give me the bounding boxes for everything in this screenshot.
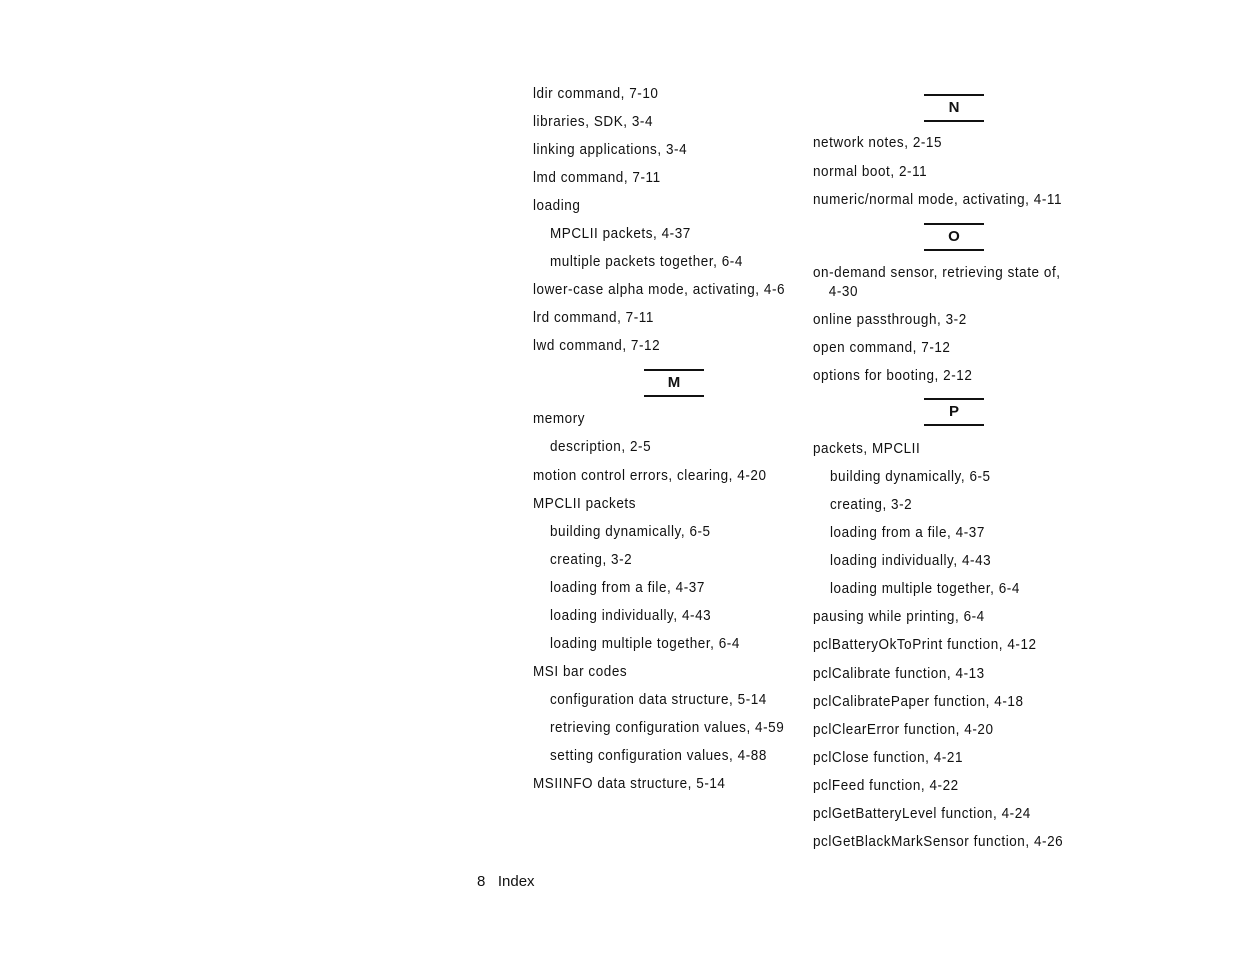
index-subentry: [830, 552, 991, 571]
index-entry: [533, 197, 580, 216]
index-entry-continuation: 4-30: [828, 284, 859, 300]
index-entry-text: pclClose function, 4-21: [813, 750, 964, 766]
index-entry-text: multiple packets together, 6-4: [550, 254, 743, 270]
index-entry-text: on-demand sensor, retrieving state of,: [813, 265, 1061, 281]
index-subentry: [550, 719, 784, 738]
index-entry-text: pclCalibrate function, 4-13: [813, 666, 985, 682]
index-entry: [533, 141, 687, 160]
index-entry: [813, 665, 985, 684]
index-entry: [813, 191, 1062, 210]
index-entry: [813, 777, 959, 796]
index-subentry: [550, 747, 767, 766]
page-footer: [477, 872, 535, 891]
index-subentry: [830, 524, 985, 543]
index-entry: [813, 163, 927, 182]
index-subentry: [550, 551, 632, 570]
index-entry-text: pclCalibratePaper function, 4-18: [813, 694, 1024, 710]
index-entry-text: pclGetBlackMarkSensor function, 4-26: [813, 834, 1064, 850]
page-number: 8: [477, 873, 486, 890]
index-entry-text: configuration data structure, 5-14: [550, 692, 767, 708]
index-entry: [533, 337, 660, 356]
index-entry-text: packets, MPCLII: [813, 441, 921, 457]
index-entry-text: MPCLII packets: [533, 496, 636, 512]
index-entry-text: creating, 3-2: [830, 497, 913, 513]
index-entry: [533, 410, 585, 429]
index-entry-text: options for booting, 2-12: [813, 368, 973, 384]
index-entry: [533, 309, 654, 328]
index-entry-text: MSIINFO data structure, 5-14: [533, 776, 726, 792]
index-entry-text: pclGetBatteryLevel function, 4-24: [813, 806, 1031, 822]
index-entry-text: loading: [533, 198, 581, 214]
index-entry: [813, 608, 985, 627]
index-entry: [813, 636, 1037, 655]
section-letter-n: N: [924, 94, 984, 122]
index-entry: [533, 169, 661, 188]
index-entry-text: loading from a file, 4-37: [550, 580, 705, 596]
index-entry: [533, 113, 653, 132]
index-subentry: [830, 496, 912, 515]
index-entry-text: loading individually, 4-43: [830, 553, 992, 569]
index-entry-text: lower-case alpha mode, activating, 4-6: [533, 282, 786, 298]
index-entry: [533, 281, 785, 300]
index-entry-text: loading individually, 4-43: [550, 608, 712, 624]
index-entry-text: online passthrough, 3-2: [813, 312, 967, 328]
index-entry: [533, 495, 636, 514]
index-entry-text: pclBatteryOkToPrint function, 4-12: [813, 637, 1037, 653]
index-entry-text: pausing while printing, 6-4: [813, 609, 985, 625]
index-subentry: [550, 579, 705, 598]
section-letter-p: P: [924, 398, 984, 426]
index-subentry: [550, 225, 691, 244]
index-entry: [813, 311, 967, 330]
index-entry-text: ldir command, 7-10: [533, 86, 659, 102]
index-subentry: [830, 468, 991, 487]
footer-section-title: Index: [497, 873, 535, 890]
index-entry-text: linking applications, 3-4: [533, 142, 688, 158]
index-entry-text: loading from a file, 4-37: [830, 525, 985, 541]
index-entry-text: lmd command, 7-11: [533, 170, 661, 186]
index-entry: [813, 339, 950, 358]
index-entry-text: lrd command, 7-11: [533, 310, 654, 326]
index-subentry: [550, 607, 711, 626]
index-entry-text: motion control errors, clearing, 4-20: [533, 468, 767, 484]
index-entry-text: normal boot, 2-11: [813, 164, 928, 180]
index-entry: [813, 693, 1024, 712]
index-entry: [533, 775, 725, 794]
index-entry-text: libraries, SDK, 3-4: [533, 114, 654, 130]
index-entry-text: retrieving configuration values, 4-59: [550, 720, 785, 736]
index-entry: [813, 264, 1061, 302]
index-entry-text: memory: [533, 411, 586, 427]
index-entry-text: lwd command, 7-12: [533, 338, 661, 354]
index-subentry: [830, 580, 1020, 599]
index-entry-text: numeric/normal mode, activating, 4-11: [813, 192, 1063, 208]
index-entry: [533, 467, 767, 486]
index-entry-text: description, 2-5: [550, 439, 652, 455]
index-subentry: [550, 691, 767, 710]
index-entry-text: MSI bar codes: [533, 664, 628, 680]
section-letter-o: O: [924, 223, 984, 251]
index-entry: [813, 833, 1063, 852]
index-entry-text: setting configuration values, 4-88: [550, 748, 767, 764]
index-entry-text: building dynamically, 6-5: [830, 469, 991, 485]
index-entry: [813, 440, 920, 459]
index-entry-text: creating, 3-2: [550, 552, 633, 568]
section-letter-m: M: [644, 369, 704, 397]
index-entry: [813, 134, 942, 153]
index-entry-text: MPCLII packets, 4-37: [550, 226, 691, 242]
index-entry: [813, 367, 972, 386]
index-entry-text: network notes, 2-15: [813, 135, 943, 151]
index-entry-text: loading multiple together, 6-4: [550, 636, 740, 652]
index-entry: [813, 805, 1031, 824]
index-subentry: [550, 523, 711, 542]
index-entry-text: building dynamically, 6-5: [550, 524, 711, 540]
index-entry-text: pclFeed function, 4-22: [813, 778, 959, 794]
index-subentry: [550, 438, 651, 457]
index-entry: [533, 85, 658, 104]
index-subentry: [550, 635, 740, 654]
index-entry-text: pclClearError function, 4-20: [813, 722, 994, 738]
index-entry: [813, 749, 963, 768]
index-entry: [813, 721, 994, 740]
index-entry: [533, 663, 627, 682]
index-subentry: [550, 253, 743, 272]
index-entry-text: loading multiple together, 6-4: [830, 581, 1020, 597]
index-entry-text: open command, 7-12: [813, 340, 951, 356]
